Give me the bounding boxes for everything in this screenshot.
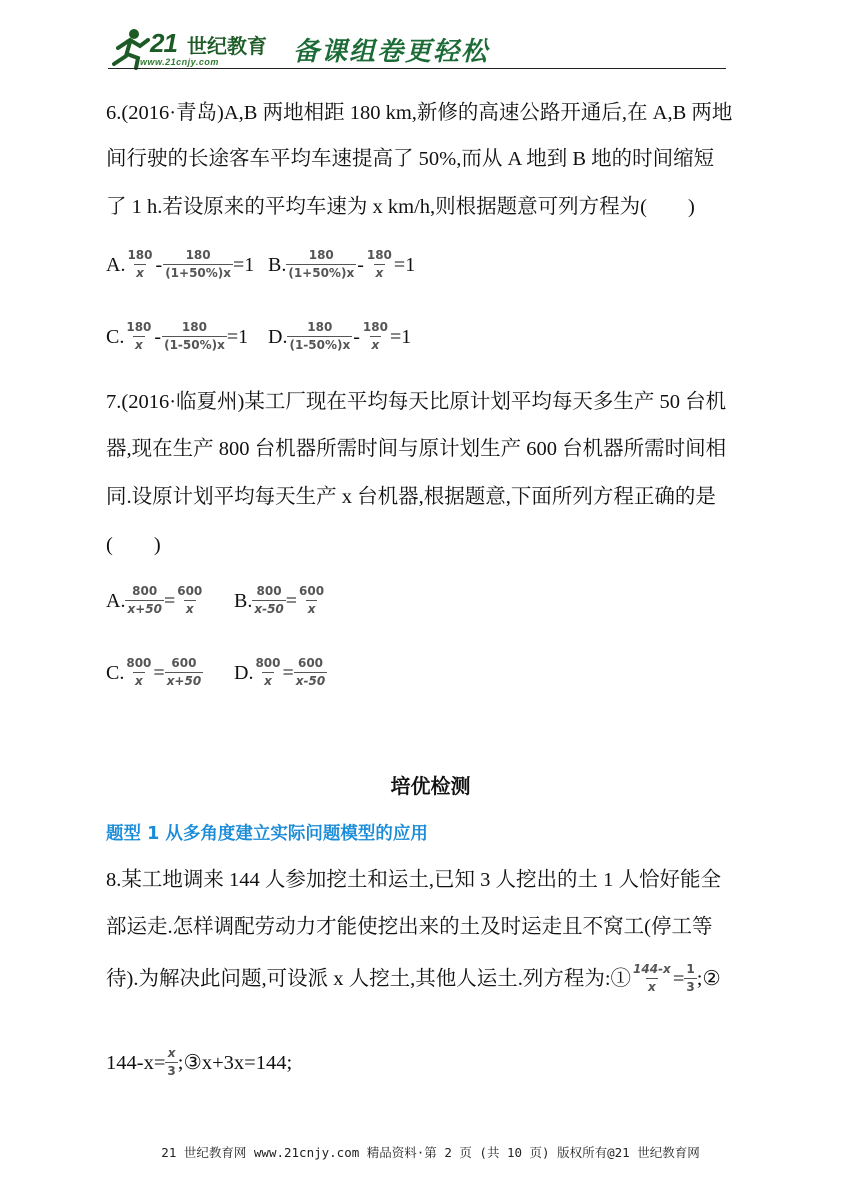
q7-option-c: C. $\frac{800}{x}$ = $\frac{600}{x+50}$ <box>106 656 202 688</box>
option-label: D. <box>268 325 288 348</box>
fraction: $\frac{800}{x-50}$ <box>254 584 284 616</box>
fraction: $\frac{x}{3}$ <box>167 1046 176 1078</box>
q6-line-2: 间行驶的长途客车平均车速提高了 50%,而从 A 地到 B 地的时间缩短 <box>106 148 715 170</box>
q6-option-b: B. $\frac{180}{(1+50\%)x}$ - $\frac{180}{x}$ =1 <box>268 248 416 280</box>
q7-line-3: 同.设原计划平均每天生产 x 台机器,根据题意,下面所列方程正确的是 <box>106 486 716 508</box>
option-label: B. <box>268 253 287 276</box>
header-slogan: 备课组卷更轻松 <box>293 37 490 67</box>
section-title: 培优检测 <box>390 774 471 798</box>
option-label: C. <box>106 661 125 684</box>
fraction: $\frac{144-x}{x}$ <box>633 962 671 994</box>
fraction: $\frac{1}{3}$ <box>686 962 695 994</box>
option-label: B. <box>234 589 253 612</box>
fraction: $\frac{600}{x+50}$ <box>166 656 202 688</box>
fraction: $\frac{800}{x+50}$ <box>127 584 162 616</box>
fraction: $\frac{180}{(1+50\%)x}$ <box>288 248 355 280</box>
q8-line-4: 144-x= $\frac{x}{3}$ ;③x+3x=144; <box>106 1046 293 1078</box>
fraction: $\frac{180}{x}$ <box>126 320 152 352</box>
q7-line-4: ( ) <box>106 534 161 556</box>
fraction: $\frac{600}{x-50}$ <box>295 656 326 688</box>
q8-line-2: 部运走.怎样调配劳动力才能使挖出来的土及时运走且不窝工(停工等 <box>106 916 713 938</box>
q7-line-1: 7.(2016·临夏州)某工厂现在平均每天比原计划平均每天多生产 50 台机 <box>106 391 727 413</box>
fraction: $\frac{180}{(1+50\%)x}$ <box>165 248 232 280</box>
option-label: D. <box>234 661 254 684</box>
fraction: $\frac{600}{x}$ <box>299 584 325 616</box>
q6-option-d: D. $\frac{180}{(1-50\%)x}$ - $\frac{180}{x}$ =1 <box>268 320 412 352</box>
header-divider <box>108 68 726 69</box>
q8-line-3-text: 待).为解决此问题,可设派 x 人挖土,其他人运土.列方程为:① <box>106 967 632 990</box>
page-footer: 21 世纪教育网 www.21cnjy.com 精品资料·第 2 页 (共 10 页) 版权所有@21 世纪教育网 <box>161 1145 700 1160</box>
fraction: $\frac{800}{x}$ <box>126 656 152 688</box>
option-label: C. <box>106 325 125 348</box>
q6-option-a: A. $\frac{180}{x}$ - $\frac{180}{(1+50\%)x}$ =1 <box>106 248 255 280</box>
fraction: $\frac{180}{x}$ <box>366 248 392 280</box>
q7-option-b: B. $\frac{800}{x-50}$ = $\frac{600}{x}$ <box>234 584 325 616</box>
q6-line-3: 了 1 h.若设原来的平均车速为 x km/h,则根据题意可列方程为( ) <box>106 196 695 218</box>
option-label: A. <box>106 589 126 612</box>
fraction: $\frac{180}{x}$ <box>362 320 388 352</box>
q6-option-c: C. $\frac{180}{x}$ - $\frac{180}{(1-50\%)x}$ =1 <box>106 320 249 352</box>
question-type-title: 题型 1 从多角度建立实际问题模型的应用 <box>106 824 428 844</box>
fraction: $\frac{600}{x}$ <box>177 584 203 616</box>
fraction: $\frac{180}{(1-50\%)x}$ <box>289 320 351 352</box>
q8-line-1: 8.某工地调来 144 人参加挖土和运土,已知 3 人挖出的土 1 人恰好能全 <box>106 869 721 891</box>
q7-option-d: D. $\frac{800}{x}$ = $\frac{600}{x-50}$ <box>234 656 326 688</box>
fraction: $\frac{180}{(1-50\%)x}$ <box>164 320 225 352</box>
q8-line-3: 待).为解决此问题,可设派 x 人挖土,其他人运土.列方程为:① $\frac{144-x}{x}$ = $\frac{1}{3}$ ;② <box>106 962 721 994</box>
q6-line-1: 6.(2016·青岛)A,B 两地相距 180 km,新修的高速公路开通后,在 A,B 两地 <box>106 102 733 124</box>
fraction: $\frac{800}{x}$ <box>255 656 281 688</box>
q7-line-2: 器,现在生产 800 台机器所需时间与原计划生产 600 台机器所需时间相 <box>106 438 727 460</box>
option-label: A. <box>106 253 126 276</box>
fraction: $\frac{180}{x}$ <box>127 248 153 280</box>
logo-number: 21 <box>150 28 177 58</box>
q7-option-a: A. $\frac{800}{x+50}$ = $\frac{600}{x}$ <box>106 584 203 616</box>
logo-url: www.21cnjy.com <box>140 57 219 67</box>
logo-text: 世纪教育 <box>187 34 267 58</box>
